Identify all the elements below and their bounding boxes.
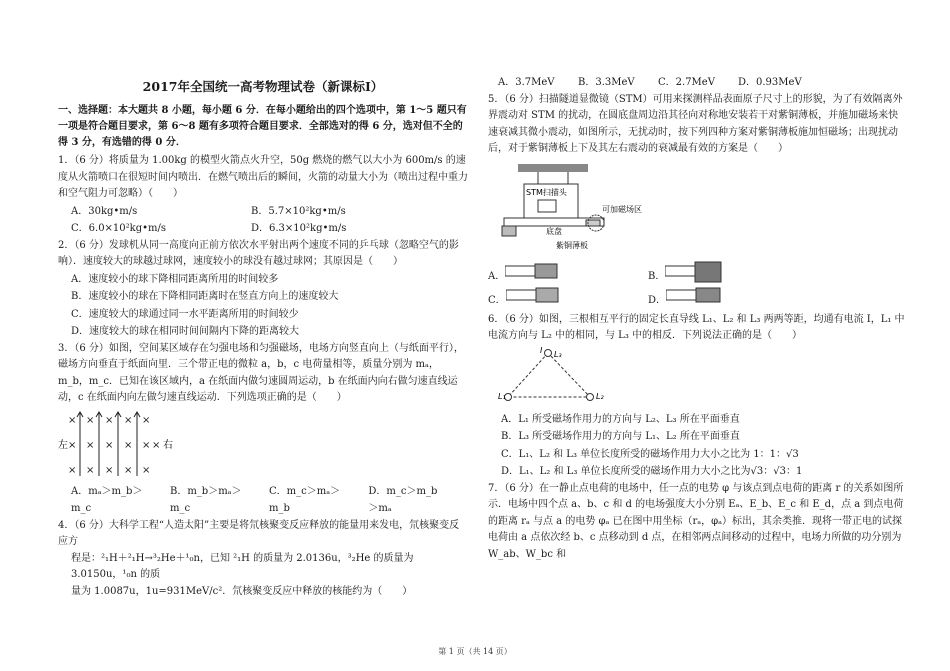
question-stem: 5．（6 分）扫描隧道显微镜（STM）可用来探测样品表面原子尺寸上的形貌，为了有效隔离外界震动对 STM 的扰动，在圆底盘周边沿其径向对称地安装若干对紫铜薄板，并施加磁场来快速衰减其微小震动，如图所示，无扰动时，按下列四种方案对紫铜薄板施加恒磁场；出现扰动后，对于紫铜薄板上下及其左右震动的衰减最有效的方案是（ ） [488, 93, 903, 154]
question-stem: 2．（6 分）发球机从同一高度向正前方依次水平射出两个速度不同的乒乓球（忽略空气的影响）．速度较大的球越过球网，速度较小的球没有越过球网；其原因是（ ） [58, 239, 459, 268]
option-d: D．0.93MeV [738, 77, 802, 88]
question-stem: 6．（6 分）如图，三根相互平行的固定长直导线 L₁、L₂ 和 L₃ 两两等距，均通有电流 I，L₁ 中电流方向与 L₂ 中的相同，与 L₃ 中的相反．下列说法正确的是（ ） [488, 313, 905, 341]
question-6 [488, 312, 906, 481]
field-cross-mark: × [142, 414, 151, 426]
scheme-a-icon [505, 260, 560, 284]
question-stem: 7．（6 分）在一静止点电荷的电场中，任一点的电势 φ 与该点到点电荷的距离 r 的关系如图所示．电场中四个点 a、b、c 和 d 的电场强度大小分别 Eₐ、E_b、E_c 和 E_d，点 a 到点电荷的距离 rₐ 与点 a 的电势 φₐ 已在图中用坐标（rₐ，φₐ）标出，其余类推．现将一带正电的试探电荷由 a 点依次经 b、c 点移动到 d 点，在相邻两点间移动的过程中，电场力所做的功分别为 W_ab、W_bc 和 [488, 482, 904, 560]
question-stem-1: 4．（6 分）大科学工程“人造太阳”主要是将氘核聚变反应释放的能量用来发电，氘核聚变反应方 [58, 519, 460, 548]
question-stem-3: 量为 1.0087u，1u=931MeV/c²．氘核聚变反应中释放的核能约为（ ） [71, 585, 413, 597]
label-l2: L₂ [596, 391, 604, 401]
option-d: D．速度较大的球在相同时间间隔内下降的距离较大 [71, 326, 300, 338]
option-c: C．m_c＞mₐ＞m_b [269, 485, 341, 515]
option-a: A．速度较小的球下降相同距离所用的时间较多 [71, 273, 279, 285]
option-c: C．速度较大的球通过同一水平距离所用的时间较少 [71, 308, 299, 320]
scheme-b-icon [665, 260, 725, 284]
stm-diagram [498, 162, 648, 254]
field-diagram [58, 409, 198, 479]
field-cross-mark: × [152, 439, 161, 451]
option-c: C．L₁、L₂ 和 L₃ 单位长度所受的磁场作用力大小之比为 1：1：√3 [501, 448, 799, 460]
option-b: B．m_b＞mₐ＞m_c [169, 485, 242, 515]
field-cross-mark: × [86, 414, 95, 426]
option-a: A．L₁ 所受磁场作用力的方向与 L₂、L₃ 所在平面垂直 [501, 413, 740, 425]
option-b: B．3.3MeV [578, 77, 635, 88]
question-4-options [498, 74, 906, 92]
copper-label: 紫铜薄板 [556, 240, 588, 250]
field-zone-label: 可加磁场区 [602, 204, 642, 214]
field-cross-mark: × [105, 439, 114, 451]
option-c: C．2.7MeV [658, 77, 715, 88]
field-cross-mark: × [68, 439, 77, 451]
stm-label: STM扫描头 [526, 187, 567, 197]
question-1 [58, 153, 468, 238]
left-column [58, 68, 468, 600]
plate-label: 底盘 [546, 226, 562, 236]
option-d: D．L₁、L₂ 和 L₃ 单位长度所受的磁场作用力大小之比为√3：√3：1 [501, 466, 803, 477]
field-cross-mark: × [105, 464, 114, 476]
option-d: D．6.3×10²kg•m/s [251, 223, 347, 235]
option-a: A． [488, 270, 506, 282]
field-cross-mark: × [86, 439, 95, 451]
option-a: A．mₐ＞m_b＞m_c [71, 485, 143, 515]
field-cross-mark: × [124, 414, 133, 426]
question-7 [488, 481, 906, 564]
label-right: 右 [163, 439, 173, 451]
question-stem: 1．（6 分）将质量为 1.00kg 的模型火箭点火升空，50g 燃烧的燃气以大小为 600m/s 的速度从火箭喷口在很短时间内喷出．在燃气喷出后的瞬间，火箭的动量大小为（喷出过程中重力和空气阻力可忽略）（ ） [58, 155, 468, 200]
label-l1: L₁ [498, 391, 506, 401]
option-b: B．速度较小的球在下降相同距离时在竖直方向上的速度较大 [71, 291, 339, 303]
option-a: A．30kg•m/s [71, 205, 138, 217]
paper-title: 2017年全国统一高考物理试卷（新课标Ⅰ） [142, 79, 384, 94]
question-3 [58, 341, 468, 518]
option-b: B．5.7×10²kg•m/s [251, 205, 346, 217]
field-cross-mark: × [68, 464, 77, 476]
field-cross-mark: × [105, 414, 114, 426]
label-left: 左 [58, 439, 68, 451]
scheme-d-icon [666, 284, 726, 308]
field-cross-mark: × [142, 464, 151, 476]
scheme-c-icon [506, 284, 561, 308]
field-cross-mark: × [68, 414, 77, 426]
field-cross-mark: × [142, 439, 151, 451]
label-l3: L₃ [554, 349, 562, 359]
question-stem-2: 程是： [71, 552, 101, 564]
question-stem: 3．（6 分）如图，空间某区域存在匀强电场和匀强磁场，电场方向竖直向上（与纸面平行），磁场方向垂直于纸面向里．三个带正电的微粒 a，b，c 电荷量相等，质量分别为 mₐ，m_b，m_c．已知在该区域内，a 在纸面内做匀速圆周运动，b 在纸面内向右做匀速直线运动，c 在纸面内向左做匀速直线运动．下列选项正确的是（ ） [58, 342, 464, 404]
option-c: C．6.0×10²kg•m/s [71, 223, 167, 235]
page-footer: 第 1 页（共 14 页） [438, 647, 512, 656]
section-heading: 一、选择题：本大题共 8 小题，每小题 6 分．在每小题给出的四个选项中，第 1～5 题只有一项是符合题目要求，第 6～8 题有多项符合题目要求．全部选对的得 6 分，选对但不全的得 3 分，有选错的得 0 分． [58, 104, 467, 149]
option-d: D．m_c＞m_b＞mₐ [368, 485, 438, 515]
question-4 [58, 518, 468, 601]
question-2 [58, 238, 468, 341]
wires-diagram [498, 347, 618, 411]
option-b: B．L₃ 所受磁场作用力的方向与 L₁、L₂ 所在平面垂直 [501, 431, 740, 442]
right-column [488, 74, 906, 563]
reaction-equation: ²₁H＋²₁H→³₂He＋¹₀n，已知 ²₁H 的质量为 2.0136u，³₂He 的质量为 3.0150u，¹₀n 的质 [71, 552, 414, 581]
field-cross-mark: × [124, 464, 133, 476]
question-5 [488, 92, 906, 308]
label-i: I [540, 346, 543, 355]
option-a: A．3.7MeV [498, 77, 555, 88]
field-cross-mark: × [124, 439, 133, 451]
option-d: D． [648, 294, 667, 306]
option-b: B． [648, 270, 666, 282]
option-c: C． [488, 294, 506, 306]
field-cross-mark: × [86, 464, 95, 476]
